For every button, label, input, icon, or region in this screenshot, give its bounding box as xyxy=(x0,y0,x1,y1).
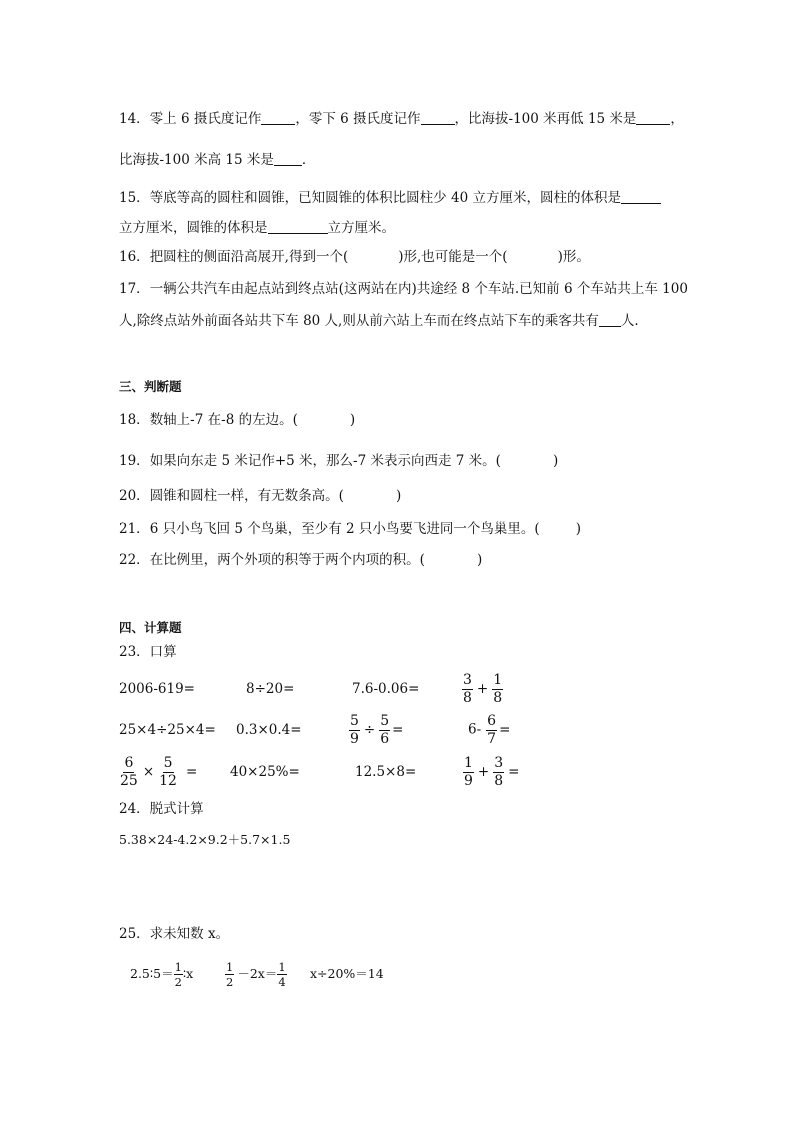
calc-item: 0.3×0.4= xyxy=(236,722,302,738)
question-19: 19．如果向东走 5 米记作+5 米，那么-7 米表示向西走 7 米。( ) xyxy=(119,453,559,469)
answer-blank[interactable] xyxy=(268,220,328,234)
question-14-line1: 14．零上 6 摄氏度记作 ，零下 6 摄氏度记作 ，比海拔-100 米再低 15 米是 ， xyxy=(119,111,684,127)
calc-item-fraction: $\frac{3}{8}$ + $\frac{1}{8}$ xyxy=(463,672,503,706)
calc-item: 40×25%= xyxy=(230,764,300,780)
calc-item-fraction: $\frac{6}{25}$ × $\frac{5}{12}$ = xyxy=(120,755,198,789)
calc-item: 7.6-0.06= xyxy=(352,681,420,697)
calc-item: 25×4÷25×4= xyxy=(119,722,216,738)
question-21: 21．6 只小鸟飞回 5 个鸟巢，至少有 2 只小鸟要飞进同一个鸟巢里。( ) xyxy=(119,521,581,537)
answer-blank[interactable] xyxy=(421,111,455,125)
question-23-title: 23．口算 xyxy=(119,644,177,660)
equation-3: x÷20%＝14 xyxy=(310,966,384,981)
question-number: 19． xyxy=(119,453,150,469)
question-number: 14． xyxy=(119,111,150,127)
question-number: 16． xyxy=(119,249,150,265)
question-14-line2: 比海拔-100 米高 15 米是 ． xyxy=(119,152,316,168)
calc-item-fraction: 6- $\frac{6}{7}$ = xyxy=(468,713,511,747)
calc-item: 8÷20= xyxy=(246,681,295,697)
question-number: 21． xyxy=(119,521,150,537)
calc-item-fraction: $\frac{5}{9}$ ÷ $\frac{5}{6}$ = xyxy=(350,713,404,747)
section-heading-calculation: 四、计算题 xyxy=(119,620,182,635)
section-heading-judgment: 三、判断题 xyxy=(119,379,182,394)
question-number: 18． xyxy=(119,412,150,428)
question-15-line1: 15．等底等高的圆柱和圆锥，已知圆锥的体积比圆柱少 40 立方厘米，圆柱的体积是 xyxy=(119,190,661,206)
question-15-line2: 立方厘米，圆锥的体积是 立方厘米。 xyxy=(119,220,395,236)
calc-item-fraction: $\frac{1}{9}$ + $\frac{3}{8}$ = xyxy=(464,755,520,789)
calc-item: 12.5×8= xyxy=(355,764,417,780)
answer-blank[interactable] xyxy=(636,111,670,125)
question-25-title: 25．求未知数 x。 xyxy=(119,926,230,942)
answer-blank[interactable] xyxy=(274,152,302,166)
question-20: 20．圆锥和圆柱一样，有无数条高。( ) xyxy=(119,488,402,504)
question-number: 17． xyxy=(119,281,150,297)
answer-blank[interactable] xyxy=(599,313,621,327)
question-24-title: 24．脱式计算 xyxy=(119,801,204,817)
question-18: 18．数轴上-7 在-8 的左边。( ) xyxy=(119,412,356,428)
question-17-line2: 人,除终点站外前面各站共下车 80 人,则从前六站上车而在终点站下车的乘客共有 人. xyxy=(119,313,639,329)
equation-2: $\frac{1}{2}$ －2x＝ $\frac{1}{4}$ xyxy=(226,960,286,990)
question-22: 22．在比例里，两个外项的积等于两个内项的积。( ) xyxy=(119,552,483,568)
question-number: 22． xyxy=(119,552,150,568)
question-17-line1: 17．一辆公共汽车由起点站到终点站(这两站在内)共途经 8 个车站.已知前 6 个车站共上车 100 xyxy=(119,281,688,297)
question-number: 15． xyxy=(119,190,150,206)
answer-blank[interactable] xyxy=(621,190,661,204)
equation-1: 2.5∶5＝ $\frac{1}{2}$ ∶x xyxy=(130,960,194,990)
question-24-expression: 5.38×24-4.2×9.2＋5.7×1.5 xyxy=(119,832,291,847)
question-number: 20． xyxy=(119,488,150,504)
calc-item: 2006-619= xyxy=(119,681,195,697)
question-16: 16．把圆柱的侧面沿高展开,得到一个( )形,也可能是一个( )形。 xyxy=(119,249,590,265)
answer-blank[interactable] xyxy=(261,111,295,125)
